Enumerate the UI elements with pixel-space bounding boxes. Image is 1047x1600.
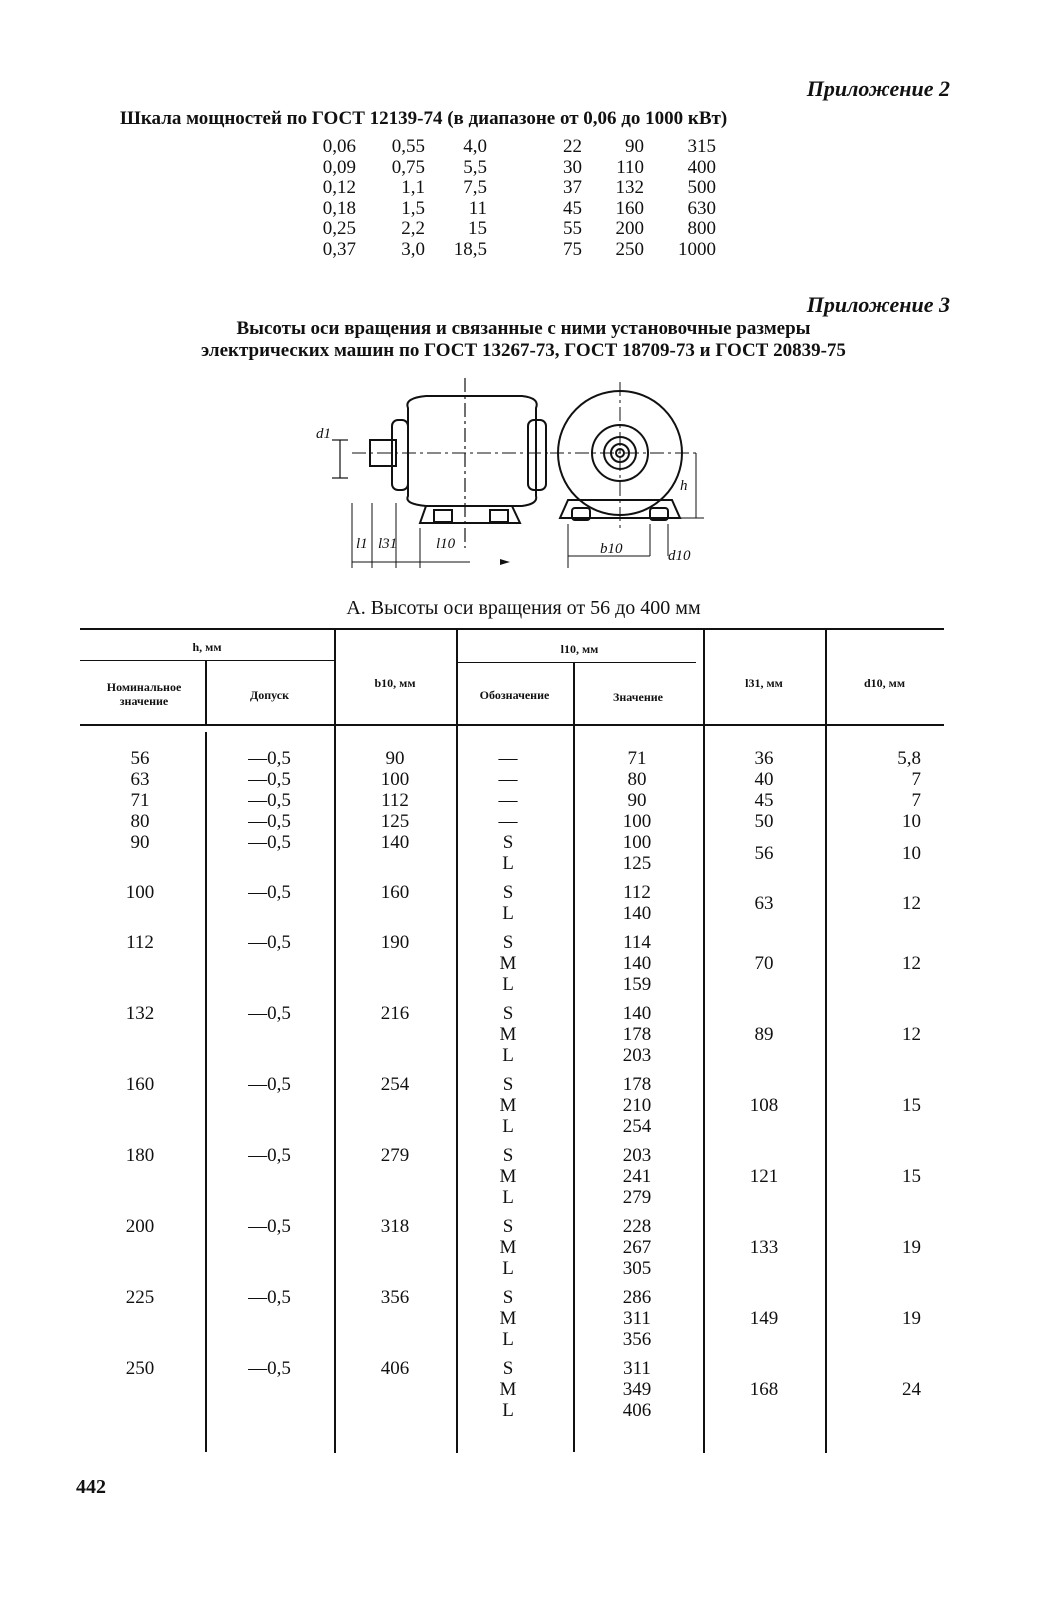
power-value: 110 [616,156,644,178]
power-scale-column [656,137,716,260]
header-designation: Обозначение [479,688,550,702]
cell-b10: 112 [381,790,409,811]
power-value: 400 [687,156,716,178]
cell-tol: —0,5 [248,832,291,853]
cell-val: 203 [622,1045,652,1066]
cell-tol: —0,5 [248,882,291,903]
power-scale-column [365,137,425,260]
label-d1: d1 [316,426,331,442]
cell-h: 180 [125,1145,155,1166]
cell-val: 254 [622,1116,652,1137]
cell-h: 112 [126,932,154,953]
cell-b10: 254 [380,1074,410,1095]
cell-val: 112 [623,882,651,903]
cell-des: — [498,748,518,769]
power-value: 37 [563,177,582,198]
cell-d10: 10 [902,811,921,832]
cell-d10: 15 [902,1166,921,1187]
cell-d10: 19 [902,1237,921,1258]
cell-l31: 108 [749,1095,779,1116]
cell-h: 90 [130,832,150,853]
appendix-3-title-line2: электрических машин по ГОСТ 13267-73, ГОСТ 18709-73 и ГОСТ 20839-75 [201,340,846,361]
cell-d10: 15 [902,1095,921,1116]
header-l31: l31, мм [745,676,783,690]
cell-val: 228 [622,1216,652,1237]
table-caption: А. Высоты оси вращения от 56 до 400 мм [346,597,701,619]
cell-val: 241 [622,1166,652,1187]
cell-val: 80 [627,769,647,790]
cell-l31: 70 [754,953,774,974]
power-value: 160 [615,197,644,219]
cell-des: M [499,1024,517,1045]
cell-l31: 121 [749,1166,779,1187]
cell-des: M [499,1379,517,1400]
cell-des: L [502,1045,514,1066]
cell-b10: 406 [380,1358,410,1379]
cell-l31: 63 [754,892,774,914]
power-value: 0,75 [391,156,425,178]
cell-des: S [502,882,514,903]
cell-d10: 5,8 [897,748,921,769]
cell-des: — [498,769,518,790]
cell-des: L [502,853,514,874]
power-value: 315 [687,136,716,157]
power-value: 0,25 [322,218,356,239]
cell-tol: —0,5 [248,748,291,769]
cell-h: 132 [125,1003,155,1024]
cell-b10: 279 [380,1145,410,1166]
cell-des: S [502,1287,514,1308]
power-value: 5,5 [463,156,487,178]
cell-h: 80 [130,811,150,832]
power-value: 500 [687,177,716,198]
cell-l31: 45 [754,790,774,811]
cell-tol: —0,5 [248,1145,291,1166]
cell-val: 114 [623,932,651,953]
cell-des: L [502,1116,514,1137]
cell-h: 100 [125,882,155,903]
cell-val: 210 [622,1095,652,1116]
cell-b10: 140 [380,832,410,853]
appendix-2-title: Шкала мощностей по ГОСТ 12139-74 (в диапазоне от 0,06 до 1000 кВт) [120,108,728,129]
cell-h: 160 [125,1074,155,1095]
power-scale-column [427,137,487,260]
cell-d10: 12 [902,953,921,974]
cell-l31: 168 [749,1379,779,1400]
cell-d10: 7 [911,769,921,790]
power-value: 7,5 [463,177,487,198]
cell-d10: 12 [902,892,921,914]
label-l1: l1 [356,536,368,552]
appendix-3-label: Приложение 3 [806,292,950,317]
power-value: 1,1 [401,177,425,198]
cell-val: 71 [627,748,647,769]
cell-h: 63 [130,769,150,790]
cell-val: 100 [622,832,652,853]
cell-tol: —0,5 [248,790,291,811]
cell-tol: —0,5 [248,811,291,832]
cell-tol: —0,5 [248,1003,291,1024]
cell-val: 286 [622,1287,652,1308]
power-scale-column [584,137,644,260]
power-value: 90 [625,136,644,157]
cell-b10: 160 [380,882,410,903]
power-value: 30 [563,156,582,178]
cell-val: 203 [622,1145,652,1166]
power-value: 22 [563,136,582,157]
header-b10: b10, мм [374,676,416,690]
power-value: 1,5 [401,197,425,219]
cell-val: 90 [627,790,647,811]
label-l10: l10 [436,536,456,552]
cell-val: 311 [623,1308,651,1329]
cell-tol: —0,5 [248,1216,291,1237]
cell-des: M [499,953,517,974]
power-value: 250 [615,238,644,260]
cell-l31: 40 [754,769,774,790]
power-value: 75 [563,238,582,260]
cell-val: 356 [622,1329,652,1350]
cell-val: 140 [622,953,652,974]
cell-b10: 100 [380,769,410,790]
cell-h: 225 [125,1287,155,1308]
cell-b10: 90 [385,748,405,769]
cell-des: S [502,1358,514,1379]
power-value: 0,09 [322,156,356,178]
power-value: 15 [468,218,487,239]
cell-d10: 19 [902,1308,921,1329]
header-tolerance: Допуск [249,688,290,702]
motor-dimension-figure [300,378,740,578]
cell-tol: —0,5 [248,932,291,953]
cell-des: — [498,790,518,811]
cell-h: 200 [125,1216,155,1237]
cell-val: 178 [622,1024,652,1045]
cell-b10: 318 [380,1216,410,1237]
header-value: Значение [612,690,663,704]
cell-des: M [499,1237,517,1258]
cell-tol: —0,5 [248,1287,291,1308]
power-value: 630 [687,197,716,219]
power-value: 0,18 [322,197,356,219]
cell-val: 100 [622,811,652,832]
power-value: 55 [563,218,582,239]
cell-des: L [502,1329,514,1350]
cell-des: S [502,932,514,953]
cell-val: 279 [622,1187,652,1208]
power-value: 18,5 [453,238,487,260]
cell-des: L [502,974,514,995]
cell-val: 349 [622,1379,652,1400]
power-value: 3,0 [401,238,425,260]
label-b10: b10 [600,541,623,557]
label-h: h [680,478,688,494]
cell-des: M [499,1166,517,1187]
cell-des: S [502,1074,514,1095]
power-scale-column [522,137,582,260]
cell-des: S [502,1003,514,1024]
cell-val: 140 [622,1003,652,1024]
cell-des: L [502,1258,514,1279]
cell-tol: —0,5 [248,1074,291,1095]
cell-val: 311 [623,1358,651,1379]
page-number: 442 [76,1476,106,1498]
cell-b10: 190 [380,932,410,953]
cell-val: 125 [622,853,652,874]
cell-des: S [502,1216,514,1237]
power-value: 45 [563,197,582,219]
cell-tol: —0,5 [248,769,291,790]
cell-b10: 216 [380,1003,410,1024]
appendix-3-title-line1: Высоты оси вращения и связанные с ними установочные размеры [236,318,811,339]
cell-des: M [499,1095,517,1116]
cell-d10: 10 [902,842,921,864]
header-d10: d10, мм [863,676,906,690]
cell-des: — [498,811,518,832]
cell-val: 267 [622,1237,652,1258]
power-value: 1000 [678,238,716,260]
power-value: 2,2 [401,218,425,239]
cell-val: 159 [622,974,652,995]
cell-b10: 356 [380,1287,410,1308]
cell-val: 406 [622,1400,652,1421]
cell-l31: 149 [749,1308,779,1329]
power-value: 4,0 [463,136,487,157]
header-l10: l10, мм [560,642,599,656]
cell-l31: 133 [749,1237,779,1258]
power-value: 800 [687,218,716,239]
cell-val: 178 [622,1074,652,1095]
cell-des: S [502,832,514,853]
cell-h: 250 [125,1358,155,1379]
cell-val: 140 [622,903,652,924]
cell-tol: —0,5 [248,1358,291,1379]
cell-des: L [502,903,514,924]
cell-b10: 125 [380,811,410,832]
cell-l31: 89 [754,1024,774,1045]
cell-val: 305 [622,1258,652,1279]
power-value: 0,12 [322,177,356,198]
power-value: 0,55 [391,136,425,157]
cell-des: L [502,1187,514,1208]
cell-h: 71 [130,790,150,811]
cell-d10: 7 [911,790,921,811]
label-l31: l31 [378,536,398,552]
cell-des: S [502,1145,514,1166]
cell-l31: 50 [754,811,774,832]
power-value: 11 [468,197,487,219]
power-value: 132 [615,177,644,198]
cell-des: L [502,1400,514,1421]
cell-d10: 24 [902,1379,921,1400]
appendix-2-label: Приложение 2 [806,76,950,101]
header-nominal: Номинальное значение [106,680,182,708]
cell-des: M [499,1308,517,1329]
cell-l31: 56 [754,842,774,864]
label-d10: d10 [668,548,691,564]
power-value: 0,06 [322,136,356,157]
power-value: 0,37 [322,238,356,260]
cell-d10: 12 [902,1024,921,1045]
power-scale-column [296,137,356,260]
cell-h: 56 [130,748,150,769]
cell-l31: 36 [754,748,774,769]
header-h: h, мм [192,640,222,654]
power-value: 200 [615,218,644,239]
